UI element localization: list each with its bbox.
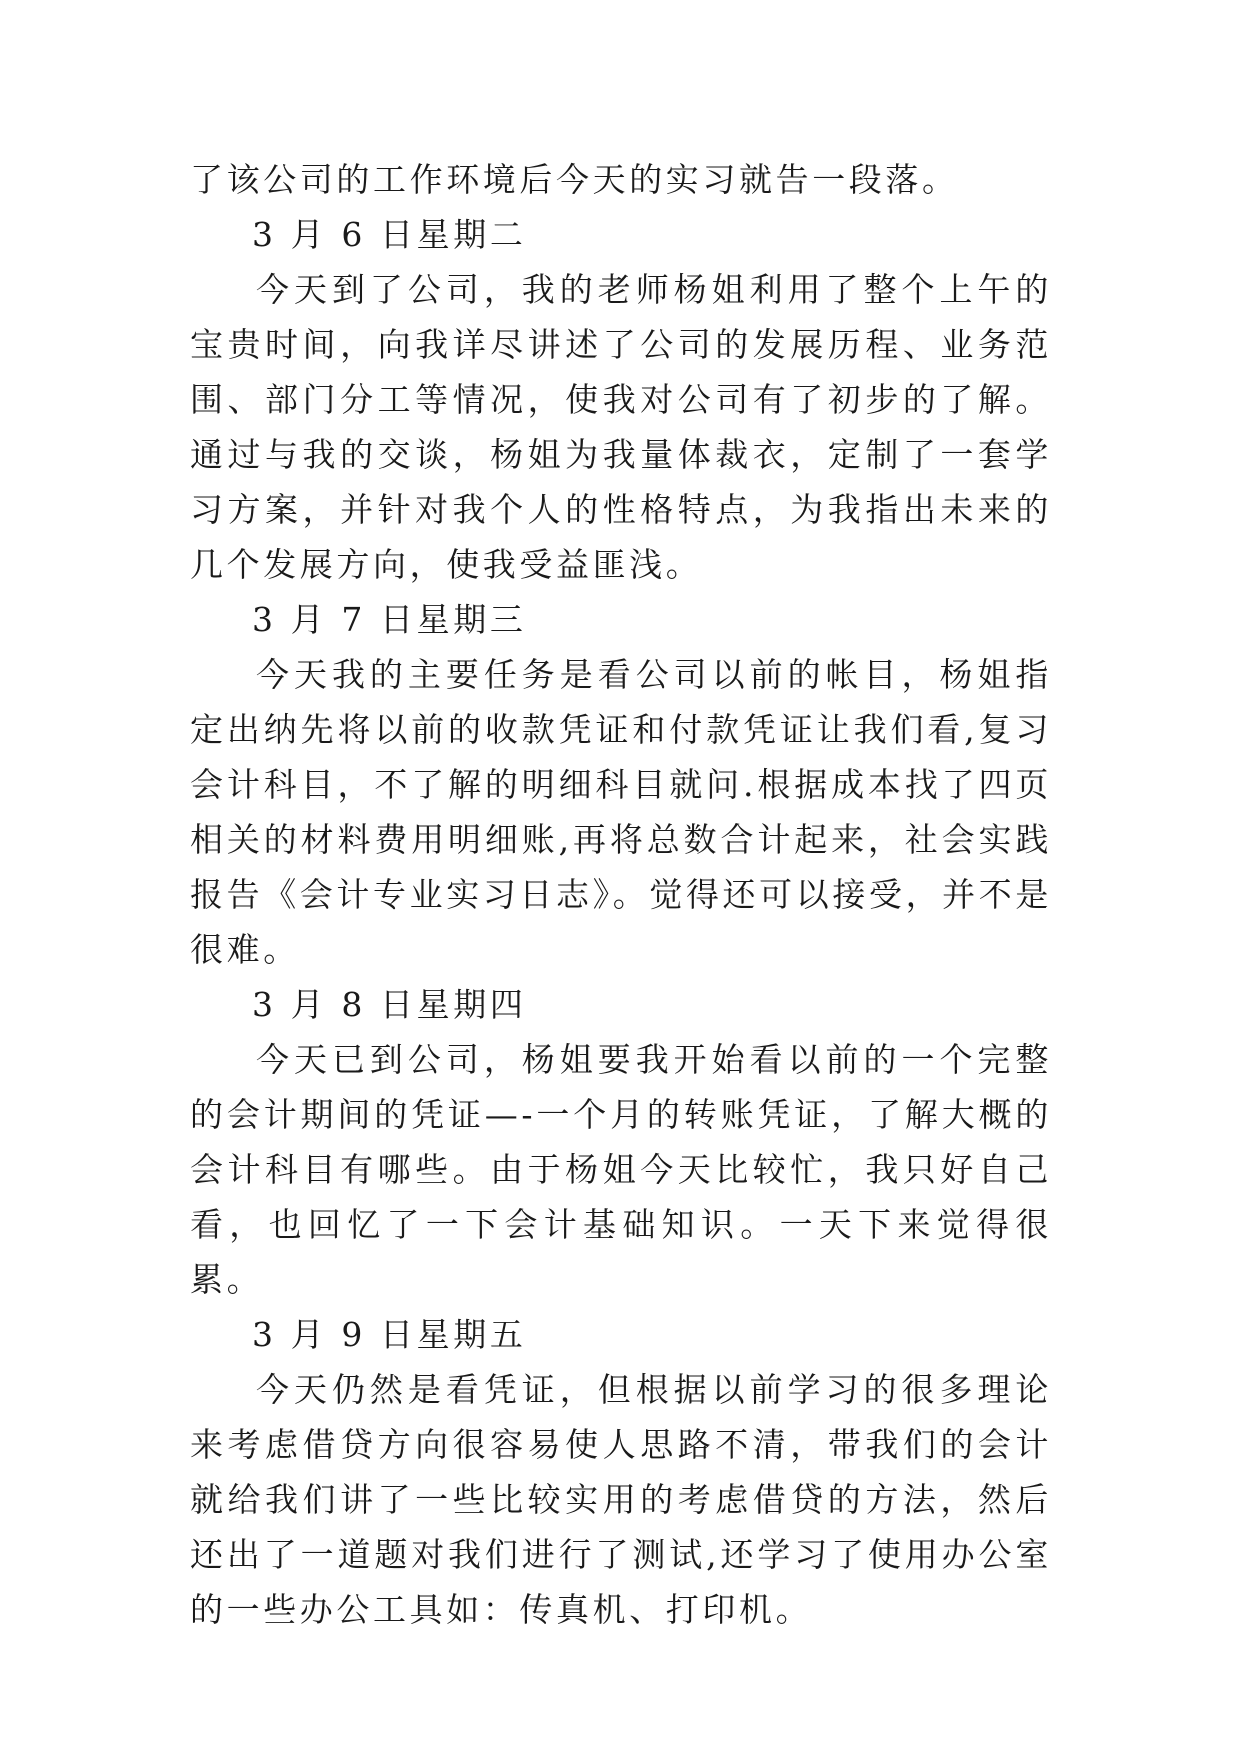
- diary-date-heading: 3 月 7 日星期三: [252, 600, 527, 639]
- diary-paragraph: 今天仍然是看凭证，但根据以前学习的很多理论来考虑借贷方向很容易使人思路不清，带我们的会计就给我们讲了一些比较实用的考虑借贷的方法，然后还出了一道题对我们进行了测试,还学习了使用办公室的一些办公工具如：传真机、打印机。: [190, 1370, 1052, 1629]
- diary-paragraph: 今天我的主要任务是看公司以前的帐目，杨姐指定出纳先将以前的收款凭证和付款凭证让我们看,复习会计科目，不了解的明细科目就问.根据成本找了四页相关的材料费用明细账,再将总数合计起来，社会实践报告《会计专业实习日志》。觉得还可以接受，并不是很难。: [190, 655, 1052, 969]
- document-body: [190, 152, 1052, 1637]
- diary-date-heading: 3 月 8 日星期四: [252, 985, 527, 1024]
- diary-paragraph: 今天已到公司，杨姐要我开始看以前的一个完整的会计期间的凭证—-一个月的转账凭证，了解大概的会计科目有哪些。由于杨姐今天比较忙，我只好自己看，也回忆了一下会计基础知识。一天下来觉得很累。: [190, 1040, 1052, 1299]
- paragraph-continuation: 了该公司的工作环境后今天的实习就告一段落。: [190, 160, 959, 199]
- diary-date-heading: 3 月 6 日星期二: [252, 215, 527, 254]
- diary-paragraph: 今天到了公司，我的老师杨姐利用了整个上午的宝贵时间，向我详尽讲述了公司的发展历程、业务范围、部门分工等情况，使我对公司有了初步的了解。通过与我的交谈，杨姐为我量体裁衣，定制了一套学习方案，并针对我个人的性格特点，为我指出未来的几个发展方向，使我受益匪浅。: [190, 270, 1052, 584]
- diary-date-heading: 3 月 9 日星期五: [252, 1315, 527, 1354]
